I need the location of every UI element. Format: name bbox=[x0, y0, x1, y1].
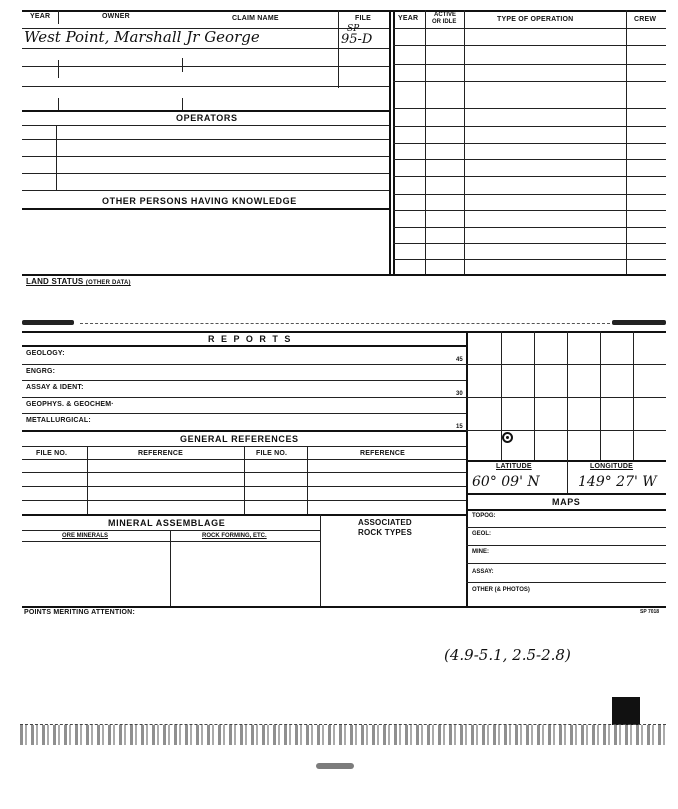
owner-claim-entry: West Point, Marshall Jr George bbox=[24, 28, 260, 46]
other-persons-heading: OTHER PERSONS HAVING KNOWLEDGE bbox=[102, 196, 297, 206]
right-row-6 bbox=[393, 143, 666, 144]
reports-top bbox=[22, 331, 666, 333]
refs-row-2 bbox=[22, 486, 466, 487]
maps-line-3 bbox=[466, 563, 666, 564]
scan-blob bbox=[316, 763, 354, 769]
points-heading: POINTS MERITING ATTENTION: bbox=[24, 609, 135, 616]
owner-tick-2 bbox=[182, 58, 183, 72]
refs-row-1 bbox=[22, 472, 466, 473]
top-table-bottom bbox=[22, 274, 666, 276]
refs-file-no-1: FILE NO. bbox=[36, 450, 68, 457]
report-num-15: 15 bbox=[456, 424, 463, 430]
longitude-label: LONGITUDE bbox=[590, 463, 634, 470]
rock-forming: ROCK FORMING, ETC. bbox=[202, 533, 267, 539]
reports-bottom bbox=[22, 430, 466, 432]
header-bottom-right bbox=[393, 28, 666, 29]
maps-assay: ASSAY: bbox=[472, 569, 494, 575]
general-references-heading: GENERAL REFERENCES bbox=[180, 434, 299, 444]
right-row-8 bbox=[393, 176, 666, 177]
refs-row-3 bbox=[22, 500, 466, 501]
mineral-col bbox=[170, 530, 171, 606]
report-geology: GEOLOGY: bbox=[26, 350, 65, 357]
operators-line-4 bbox=[22, 190, 389, 191]
header-year-2: YEAR bbox=[398, 15, 419, 22]
main-split bbox=[389, 10, 391, 274]
mineral-assemblage-heading: MINERAL ASSEMBLAGE bbox=[108, 518, 226, 528]
main-split-b bbox=[393, 10, 395, 274]
operators-tick-b bbox=[182, 98, 183, 110]
report-assay: ASSAY & IDENT: bbox=[26, 384, 84, 391]
col-divider-crew bbox=[626, 10, 627, 274]
col-divider-type bbox=[464, 10, 465, 274]
header-owner: OWNER bbox=[102, 13, 130, 20]
latlong-divider bbox=[567, 460, 568, 494]
owner-tick-1 bbox=[58, 60, 59, 78]
operators-line-0 bbox=[22, 125, 389, 126]
col-divider-active bbox=[425, 10, 426, 274]
handwritten-note: (4.9-5.1, 2.5-2.8) bbox=[444, 646, 571, 664]
header-claim-name: CLAIM NAME bbox=[232, 15, 279, 22]
land-status-sub: (OTHER DATA) bbox=[85, 280, 131, 286]
maps-topog: TOPOG: bbox=[472, 513, 496, 519]
report-line-4 bbox=[22, 413, 466, 414]
right-row-4 bbox=[393, 108, 666, 109]
refs-reference-1: REFERENCE bbox=[138, 450, 183, 457]
report-line-3 bbox=[22, 397, 466, 398]
top-border bbox=[22, 10, 666, 12]
maps-top bbox=[466, 493, 666, 495]
associated-rock-1: ASSOCIATED bbox=[358, 518, 412, 527]
grid-row-3 bbox=[466, 430, 666, 431]
refs-file-no-2: FILE NO. bbox=[256, 450, 288, 457]
refs-col-2 bbox=[244, 446, 245, 514]
refs-col-1 bbox=[87, 446, 88, 514]
right-row-13 bbox=[393, 259, 666, 260]
header-active: ACTIVE bbox=[434, 12, 457, 18]
mineral-sub-rule bbox=[22, 530, 320, 531]
latitude-label: LATITUDE bbox=[496, 463, 532, 470]
report-line-1 bbox=[22, 364, 466, 365]
maps-heading: MAPS bbox=[552, 497, 581, 507]
right-panel-left bbox=[466, 331, 468, 606]
header-type-of-operation: TYPE OF OPERATION bbox=[497, 16, 574, 23]
scan-smudge-left bbox=[22, 320, 74, 325]
scan-noise-line bbox=[20, 724, 666, 725]
col-divider-file bbox=[338, 10, 339, 88]
header-crew: CREW bbox=[634, 16, 657, 23]
owner-line-2 bbox=[22, 66, 389, 67]
operators-heading: OPERATORS bbox=[176, 113, 238, 123]
right-row-5 bbox=[393, 126, 666, 127]
header-year: YEAR bbox=[30, 13, 51, 20]
report-num-45: 45 bbox=[456, 357, 463, 363]
reports-sub-rule bbox=[22, 345, 466, 347]
file-entry-1: SP bbox=[347, 24, 360, 34]
right-row-11 bbox=[393, 227, 666, 228]
location-marker-icon bbox=[502, 432, 513, 443]
dashed-rule bbox=[80, 323, 610, 324]
owner-line-1 bbox=[22, 48, 389, 49]
scan-noise-band bbox=[20, 725, 666, 745]
header-file: FILE bbox=[355, 15, 371, 22]
right-row-1 bbox=[393, 45, 666, 46]
right-row-3 bbox=[393, 81, 666, 82]
maps-other: OTHER (& PHOTOS) bbox=[472, 587, 530, 593]
maps-mine: MINE: bbox=[472, 549, 489, 555]
associated-rock-2: ROCK TYPES bbox=[358, 528, 413, 537]
reports-heading: R E P O R T S bbox=[208, 334, 293, 344]
header-or-idle: OR IDLE bbox=[432, 19, 457, 25]
ore-minerals: ORE MINERALS bbox=[62, 533, 109, 539]
mineral-divider bbox=[320, 514, 321, 606]
grid-bottom bbox=[466, 460, 666, 462]
operators-tick-a bbox=[58, 98, 59, 110]
report-line-2 bbox=[22, 380, 466, 381]
location-marker-dot bbox=[506, 436, 509, 439]
grid-row-1 bbox=[466, 364, 666, 365]
longitude-value: 149° 27' W bbox=[578, 474, 657, 490]
right-row-2 bbox=[393, 64, 666, 65]
grid-row-2 bbox=[466, 397, 666, 398]
report-num-30: 30 bbox=[456, 391, 463, 397]
operators-line-1 bbox=[22, 139, 389, 140]
operators-line-2 bbox=[22, 156, 389, 157]
owner-line-3 bbox=[22, 86, 389, 87]
maps-line-2 bbox=[466, 545, 666, 546]
maps-line-1 bbox=[466, 527, 666, 528]
refs-col-3 bbox=[307, 446, 308, 514]
report-engrg: ENGRG: bbox=[26, 368, 56, 375]
land-status-label: LAND STATUS bbox=[26, 277, 84, 286]
right-row-7 bbox=[393, 159, 666, 160]
operators-top bbox=[22, 110, 389, 112]
land-status-heading bbox=[26, 277, 131, 286]
right-row-10 bbox=[393, 210, 666, 211]
right-row-9 bbox=[393, 194, 666, 195]
mineral-bottom bbox=[22, 606, 666, 608]
scan-smudge-right bbox=[612, 320, 666, 325]
report-metallurgical: METALLURGICAL: bbox=[26, 417, 91, 424]
latitude-value: 60° 09' N bbox=[472, 474, 540, 490]
file-entry-2: 95-D bbox=[341, 32, 373, 47]
operators-divider bbox=[56, 125, 57, 190]
form-code: SP 7018 bbox=[640, 609, 660, 615]
black-square-mark bbox=[612, 697, 640, 725]
refs-bottom bbox=[22, 514, 466, 516]
other-persons-line bbox=[22, 208, 389, 210]
maps-geol: GEOL: bbox=[472, 531, 491, 537]
maps-line-4 bbox=[466, 582, 666, 583]
mineral-header-bottom bbox=[22, 541, 320, 542]
col-divider-year bbox=[58, 10, 59, 24]
operators-line-3 bbox=[22, 173, 389, 174]
report-geophys: GEOPHYS. & GEOCHEM· bbox=[26, 401, 114, 408]
maps-header-bottom bbox=[466, 509, 666, 511]
refs-reference-2: REFERENCE bbox=[360, 450, 405, 457]
right-row-12 bbox=[393, 243, 666, 244]
